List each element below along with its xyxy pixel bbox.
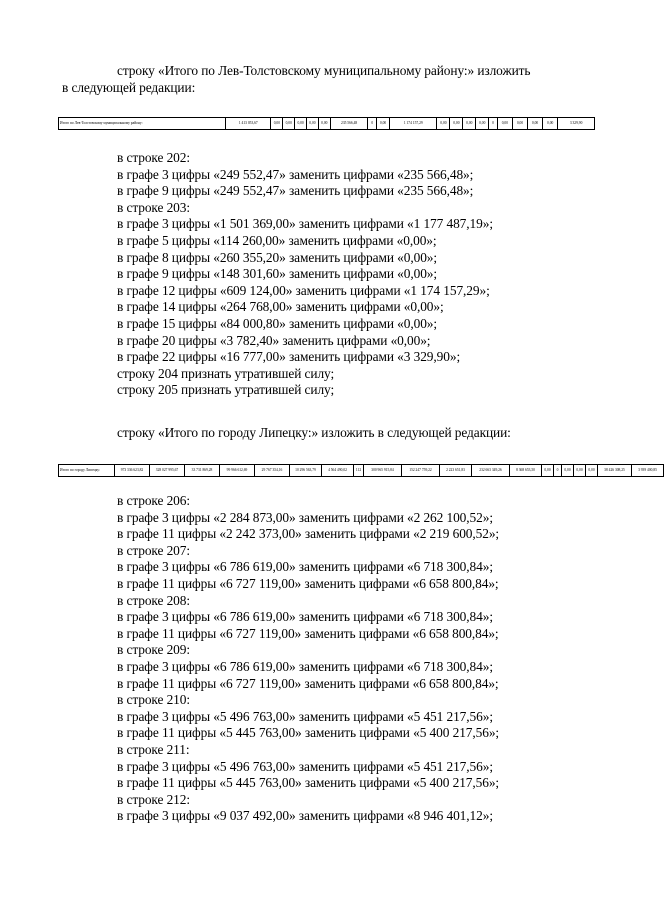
table-cell: 0,00 xyxy=(318,118,330,130)
table-cell: 0,00 xyxy=(574,465,586,477)
table-cell: 0,00 xyxy=(476,118,489,130)
table-cell: 0,00 xyxy=(450,118,463,130)
edit-line: в графе 5 цифры «114 260,00» заменить цифрами «0,00»; xyxy=(117,233,437,248)
table-cell: 0,00 xyxy=(542,465,554,477)
edit-line: в графе 11 цифры «6 727 119,00» заменить цифрами «6 658 800,84»; xyxy=(117,625,499,641)
table-lipetsk-total xyxy=(58,464,664,477)
edit-line: в строке 206: xyxy=(117,493,190,508)
table-cell: 0,00 xyxy=(497,118,512,130)
table-cell: 0,00 xyxy=(271,118,283,130)
table-cell: 99 966 612,69 xyxy=(220,465,255,477)
edit-line: в графе 3 цифры «5 496 763,00» заменить цифрами «5 451 217,56»; xyxy=(117,708,493,724)
table-cell: 8 368 653,50 xyxy=(510,465,542,477)
table-cell: 1 413 053,67 xyxy=(226,118,271,130)
table-cell: 0,00 xyxy=(307,118,319,130)
table-cell: 0,00 xyxy=(295,118,307,130)
table-cell: 3 939 400,85 xyxy=(632,465,664,477)
table-cell: 0,00 xyxy=(586,465,598,477)
table-cell: 33 731 869,28 xyxy=(185,465,220,477)
table-cell: 2 223 651,83 xyxy=(440,465,472,477)
edit-line: в графе 14 цифры «264 768,00» заменить цифрами «0,00»; xyxy=(117,299,444,315)
table-cell: 0,00 xyxy=(528,118,543,130)
table-cell: 4 564 490,02 xyxy=(322,465,354,477)
edit-line: в графе 8 цифры «260 355,20» заменить цифрами «0,00»; xyxy=(117,249,438,265)
table-cell: 0,00 xyxy=(437,118,450,130)
edit-line: в строке 208: xyxy=(117,592,190,608)
table-cell: 0,00 xyxy=(543,118,558,130)
edit-line: в графе 11 цифры «6 727 119,00» заменить цифрами «6 658 800,84»; xyxy=(117,675,499,691)
table-cell: 0 xyxy=(554,465,562,477)
edit-line: в графе 11 цифры «5 445 763,00» заменить цифрами «5 400 217,56»; xyxy=(117,775,500,791)
edit-line: в графе 15 цифры «84 000,80» заменить цифрами «0,00»; xyxy=(117,316,438,331)
edit-line: в графе 3 цифры «1 501 369,00» заменить цифрами «1 177 487,19»; xyxy=(117,216,493,232)
table-cell: 0,00 xyxy=(562,465,574,477)
edit-line: в графе 9 цифры «249 552,47» заменить цифрами «235 566,48»; xyxy=(117,183,474,199)
table-cell-label: Итого по городу Липецку: xyxy=(59,465,115,477)
edit-line: в графе 11 цифры «6 727 119,00» заменить цифрами «6 658 800,84»; xyxy=(117,576,499,591)
edit-line: в графе 3 цифры «9 037 492,00» заменить цифрами «8 946 401,12»; xyxy=(117,808,493,824)
edit-line: в строке 211: xyxy=(117,742,190,757)
table-cell: 29 767 354,16 xyxy=(255,465,290,477)
table-cell: 10 296 563,79 xyxy=(290,465,322,477)
table-cell: 152 247 759,22 xyxy=(402,465,440,477)
table-cell: 232 663 349,26 xyxy=(472,465,510,477)
table-cell: 300 965 915,84 xyxy=(364,465,402,477)
edit-line: в графе 11 цифры «2 242 373,00» заменить цифрами «2 219 600,52»; xyxy=(117,526,500,542)
edit-line: в графе 22 цифры «16 777,00» заменить цифрами «3 329,90»; xyxy=(117,349,461,365)
table-lev-tolstoy-total xyxy=(58,117,595,130)
table-cell: 235 566,48 xyxy=(330,118,368,130)
edit-line: в графе 3 цифры «6 786 619,00» заменить цифрами «6 718 300,84»; xyxy=(117,559,493,575)
edit-line: строку 205 признать утратившей силу; xyxy=(117,382,335,398)
table-cell: 3 329,90 xyxy=(558,118,595,130)
table-cell: 0 xyxy=(489,118,498,130)
edit-line: в графе 9 цифры «148 301,60» заменить цифрами «0,00»; xyxy=(117,266,438,282)
paragraph-intro-line-1: строку «Итого по Лев-Толстовскому муниципальному району:» изложить xyxy=(117,63,531,78)
paragraph-intro-line-2: в следующей редакции: xyxy=(62,80,196,95)
table-cell: 112 xyxy=(354,465,364,477)
table-cell: 0,00 xyxy=(512,118,527,130)
edit-line: в графе 3 цифры «2 284 873,00» заменить цифрами «2 262 100,52»; xyxy=(117,509,493,525)
table-cell: 0 xyxy=(368,118,377,130)
table-cell: 38 426 308,25 xyxy=(598,465,632,477)
edit-line: в графе 12 цифры «609 124,00» заменить цифрами «1 174 157,29»; xyxy=(117,282,490,298)
table-row xyxy=(59,465,664,477)
edit-line: в графе 3 цифры «6 786 619,00» заменить цифрами «6 718 300,84»; xyxy=(117,609,493,625)
table-cell: 1 174 157,29 xyxy=(390,118,437,130)
edit-line: в графе 3 цифры «5 496 763,00» заменить цифрами «5 451 217,56»; xyxy=(117,758,493,774)
edit-line: в графе 11 цифры «5 445 763,00» заменить цифрами «5 400 217,56»; xyxy=(117,725,500,741)
edit-line: в графе 3 цифры «249 552,47» заменить цифрами «235 566,48»; xyxy=(117,166,474,182)
edit-line: в строке 202: xyxy=(117,150,190,165)
edit-line: в строке 209: xyxy=(117,642,190,658)
table-cell: 0,00 xyxy=(463,118,476,130)
table-cell-label: Итого по Лев-Толстовскому муниципальному району: xyxy=(59,118,226,130)
table-cell: 328 027 995,67 xyxy=(150,465,185,477)
edit-line: в строке 207: xyxy=(117,542,190,558)
edit-line: в графе 20 цифры «3 782,40» заменить цифрами «0,00»; xyxy=(117,332,431,348)
table-cell: 0,00 xyxy=(377,118,390,130)
edit-line: в строке 212: xyxy=(117,791,190,807)
edit-line: в строке 203: xyxy=(117,199,190,215)
edit-line: строку 204 признать утратившей силу; xyxy=(117,365,335,381)
table-row xyxy=(59,118,595,130)
table-cell: 973 336 623,82 xyxy=(115,465,150,477)
table-cell: 0,00 xyxy=(283,118,295,130)
edit-line: в строке 210: xyxy=(117,692,190,708)
paragraph-intro-2: строку «Итого по городу Липецку:» изложить в следующей редакции: xyxy=(117,425,511,440)
edit-line: в графе 3 цифры «6 786 619,00» заменить цифрами «6 718 300,84»; xyxy=(117,659,493,674)
